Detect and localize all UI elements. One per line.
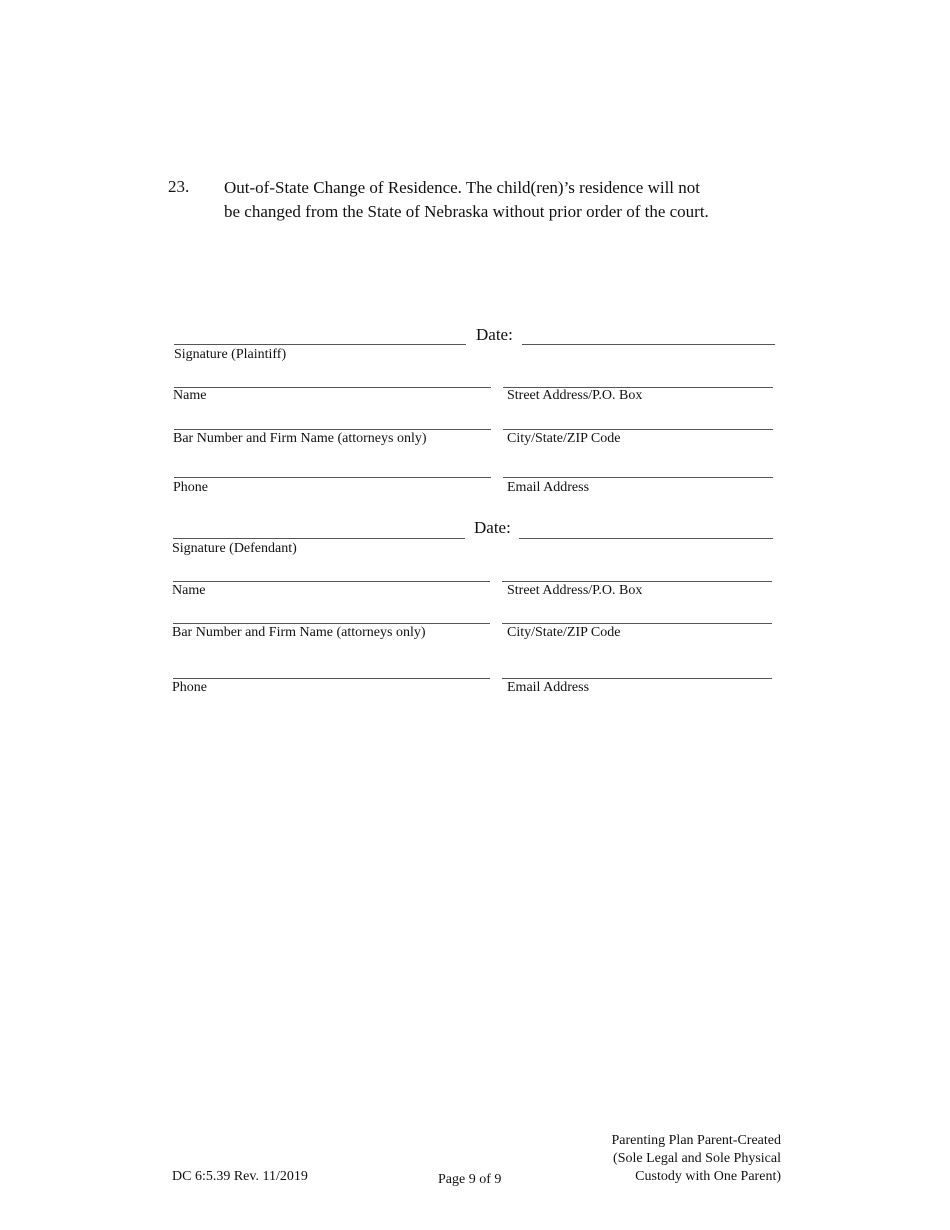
footer-form-title [611,1132,781,1186]
defendant-street-label: Street Address/P.O. Box [507,583,643,598]
footer-form-id: DC 6:5.39 Rev. 11/2019 [172,1169,308,1184]
defendant-city-line[interactable] [502,623,772,624]
plaintiff-phone-line[interactable] [174,477,491,478]
plaintiff-email-label: Email Address [507,480,590,495]
defendant-phone-label: Phone [172,680,207,695]
plaintiff-bar-line[interactable] [174,429,491,430]
plaintiff-date-label: Date: [476,325,513,344]
plaintiff-city-label: City/State/ZIP Code [507,431,621,446]
defendant-bar-line[interactable] [173,623,490,624]
defendant-date-label: Date: [474,518,511,537]
defendant-email-label: Email Address [507,680,590,695]
defendant-name-label: Name [172,583,206,598]
plaintiff-name-line[interactable] [174,387,491,388]
section-text-line-1: Out-of-State Change of Residence. The child(ren)’s residence will not [224,178,701,197]
defendant-signature-label: Signature (Defendant) [172,541,297,556]
plaintiff-signature-label: Signature (Plaintiff) [174,347,287,362]
defendant-bar-label: Bar Number and Firm Name (attorneys only) [172,625,426,640]
defendant-phone-line[interactable] [173,678,490,679]
defendant-signature-line[interactable] [173,538,465,539]
plaintiff-name-label: Name [173,388,207,403]
defendant-city-label: City/State/ZIP Code [507,625,621,640]
plaintiff-bar-label: Bar Number and Firm Name (attorneys only) [173,431,427,446]
defendant-name-line[interactable] [173,581,490,582]
plaintiff-signature-line[interactable] [174,344,466,345]
section-text [224,176,784,224]
footer-title-line-2: (Sole Legal and Sole Physical [613,1151,781,1166]
plaintiff-phone-label: Phone [173,480,208,495]
footer-page-number: Page 9 of 9 [438,1172,502,1187]
section-number: 23. [168,177,190,196]
footer-title-line-1: Parenting Plan Parent-Created [611,1133,781,1148]
defendant-street-line[interactable] [502,581,772,582]
defendant-date-line[interactable] [519,538,773,539]
section-text-line-2: be changed from the State of Nebraska without prior order of the court. [224,202,709,221]
plaintiff-date-line[interactable] [522,344,775,345]
plaintiff-street-label: Street Address/P.O. Box [507,388,643,403]
defendant-email-line[interactable] [502,678,772,679]
plaintiff-email-line[interactable] [503,477,773,478]
plaintiff-city-line[interactable] [503,429,773,430]
footer-title-line-3: Custody with One Parent) [635,1169,781,1184]
